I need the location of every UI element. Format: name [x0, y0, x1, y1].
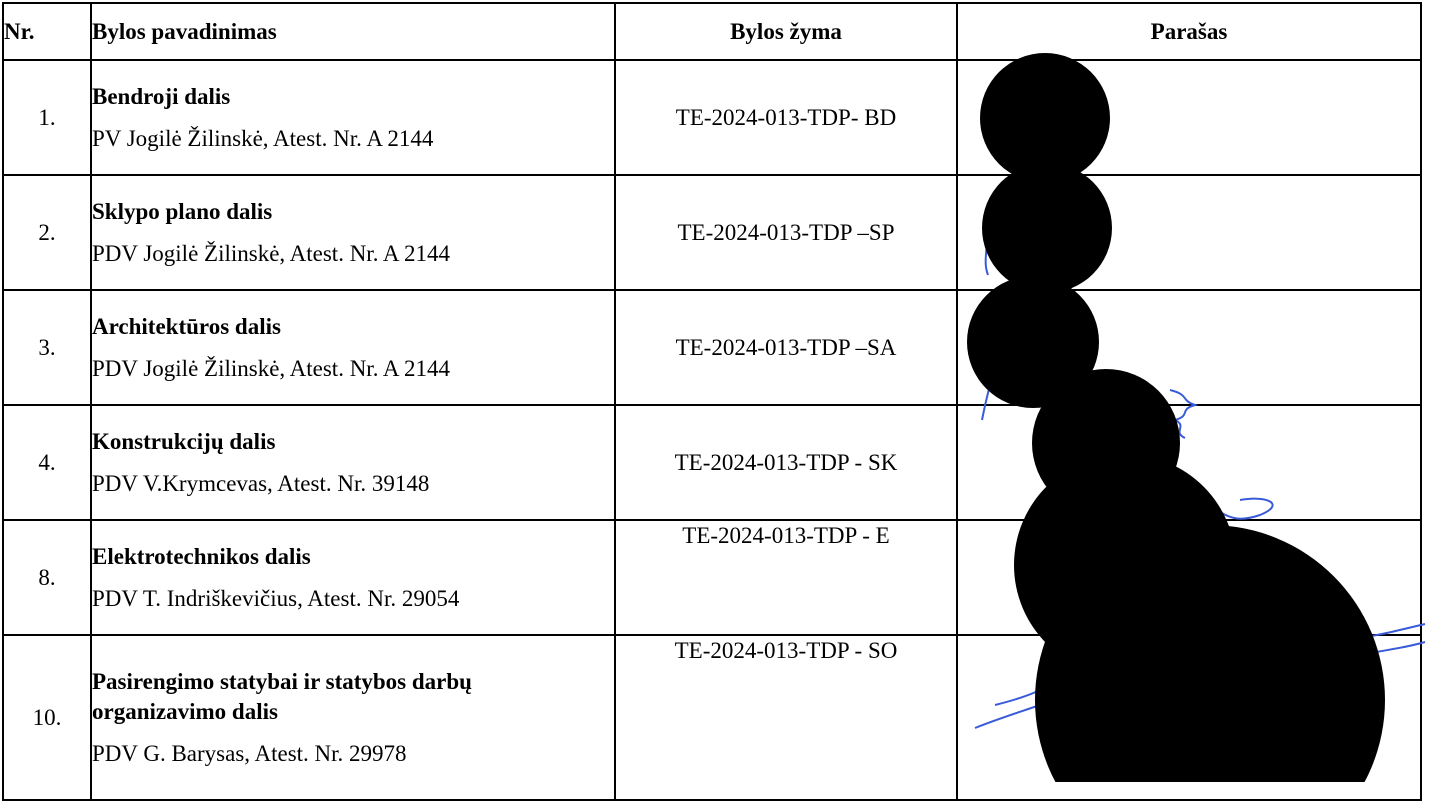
row-number: 10. [3, 635, 91, 800]
table-row [3, 60, 1421, 175]
file-author: PDV Jogilė Žilinskė, Atest. Nr. A 2144 [92, 240, 451, 266]
signature-cell [957, 405, 1421, 520]
signature-cell [957, 290, 1421, 405]
table-row [3, 405, 1421, 520]
signature-cell [957, 175, 1421, 290]
row-number: 3. [3, 290, 91, 405]
file-code: TE-2024-013-TDP- BD [615, 60, 957, 175]
file-name-cell [91, 520, 615, 635]
file-title: Elektrotechnikos dalis [92, 543, 311, 569]
table-row [3, 520, 1421, 635]
file-code: TE-2024-013-TDP - SO [615, 635, 957, 800]
row-number: 8. [3, 520, 91, 635]
file-name-cell [91, 175, 615, 290]
file-author: PDV T. Indriškevičius, Atest. Nr. 29054 [92, 585, 460, 611]
header-row [3, 3, 1421, 60]
file-name-cell [91, 60, 615, 175]
header-file-name: Bylos pavadinimas [91, 3, 615, 60]
document-table [2, 2, 1422, 801]
file-name-cell [91, 405, 615, 520]
file-title-line1: Pasirengimo statybai ir statybos darbų [92, 668, 472, 694]
file-title: Konstrukcijų dalis [92, 428, 276, 454]
file-author: PDV G. Barysas, Atest. Nr. 29978 [92, 740, 407, 766]
file-author: PDV Jogilė Žilinskė, Atest. Nr. A 2144 [92, 355, 451, 381]
signature-cell [957, 60, 1421, 175]
header-nr: Nr. [3, 3, 91, 60]
table-row [3, 635, 1421, 800]
row-number: 1. [3, 60, 91, 175]
file-code: TE-2024-013-TDP - SK [615, 405, 957, 520]
file-code: TE-2024-013-TDP –SA [615, 290, 957, 405]
file-title: Sklypo plano dalis [92, 198, 273, 224]
row-number: 4. [3, 405, 91, 520]
file-code: TE-2024-013-TDP - E [615, 520, 957, 635]
file-name-cell [91, 290, 615, 405]
row-number: 2. [3, 175, 91, 290]
file-title: Architektūros dalis [92, 313, 281, 339]
file-author: PV Jogilė Žilinskė, Atest. Nr. A 2144 [92, 125, 434, 151]
file-title: Bendroji dalis [92, 83, 231, 109]
file-author: PDV V.Krymcevas, Atest. Nr. 39148 [92, 470, 430, 496]
signature-cell [957, 520, 1421, 635]
file-title-line2: organizavimo dalis [92, 698, 278, 724]
header-file-code: Bylos žyma [615, 3, 957, 60]
header-signature: Parašas [957, 3, 1421, 60]
table-row [3, 175, 1421, 290]
signature-cell [957, 635, 1421, 800]
file-name-cell [91, 635, 615, 800]
table-row [3, 290, 1421, 405]
file-code: TE-2024-013-TDP –SP [615, 175, 957, 290]
